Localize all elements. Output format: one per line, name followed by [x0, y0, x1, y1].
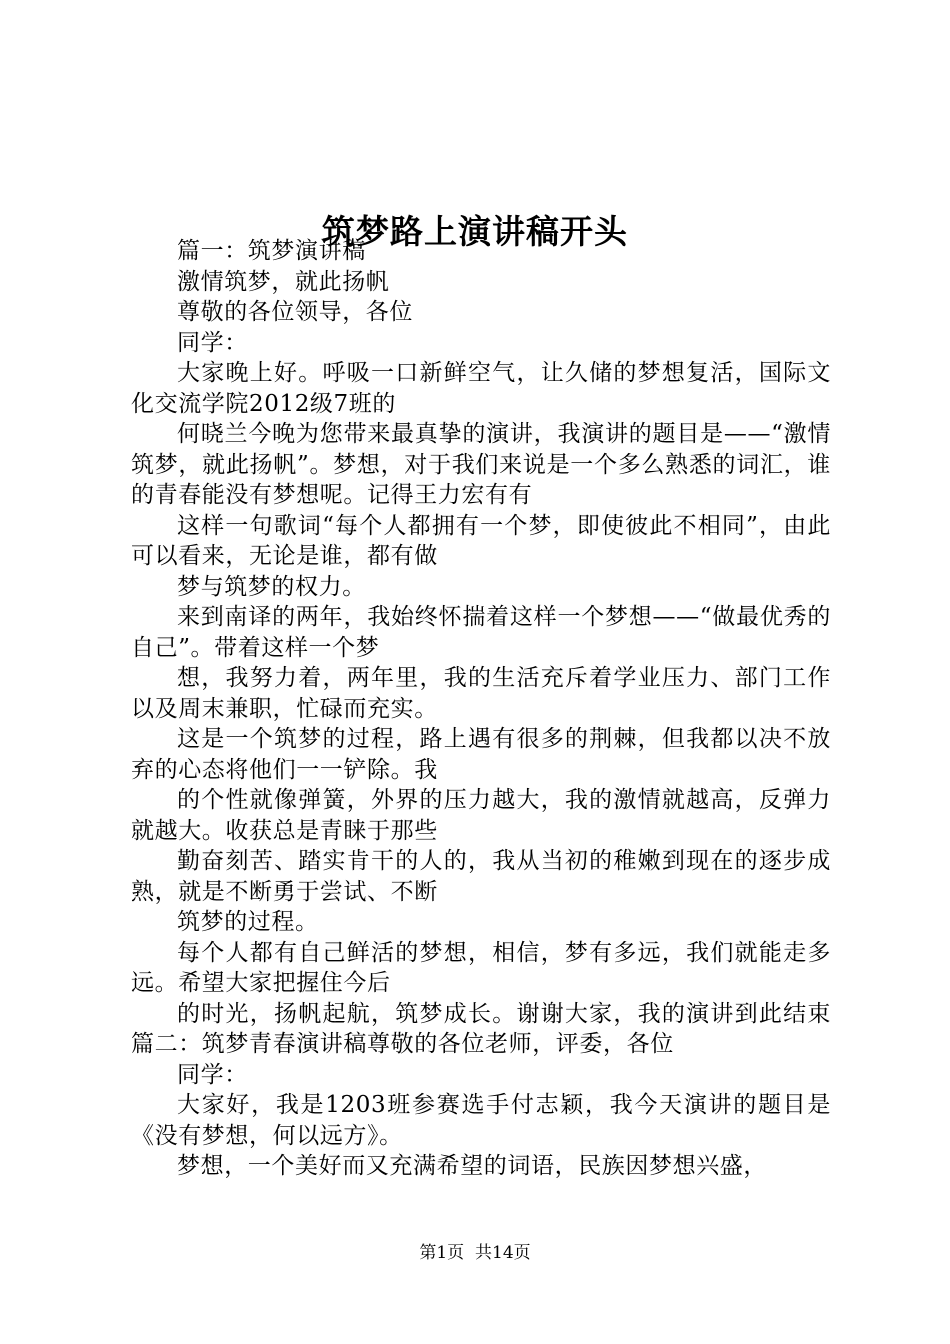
paragraph: 想，我努力着，两年里，我的生活充斥着学业压力、部门工作以及周末兼职，忙碌而充实。: [131, 665, 831, 722]
document-body: [131, 236, 831, 1182]
paragraph: 筑梦的过程。: [177, 909, 319, 935]
paragraph: 每个人都有自己鲜活的梦想，相信，梦有多远，我们就能走多远。希望大家把握住今后: [131, 939, 831, 996]
paragraph: 大家晚上好。呼吸一口新鲜空气，让久储的梦想复活，国际文化交流学院2012级7班的: [131, 360, 831, 417]
paragraph: 何晓兰今晚为您带来最真挚的演讲，我演讲的题目是——“激情筑梦，就此扬帆”。梦想，对于我们来说是一个多么熟悉的词汇，谁的青春能没有梦想呢。记得王力宏有有: [131, 421, 831, 508]
paragraph: 这样一句歌词“每个人都拥有一个梦，即使彼此不相同”，由此可以看来，无论是谁，都有做: [131, 512, 831, 569]
paragraph: 勤奋刻苦、踏实肯干的人的，我从当初的稚嫩到现在的逐步成熟，就是不断勇于尝试、不断: [131, 848, 831, 905]
paragraph: 梦与筑梦的权力。: [177, 573, 366, 600]
paragraph: 篇一：筑梦演讲稿: [177, 238, 366, 264]
paragraph: 尊敬的各位领导，各位: [177, 299, 413, 325]
paragraph: 梦想，一个美好而又充满希望的词语，民族因梦想兴盛，: [177, 1153, 767, 1179]
paragraph: 的个性就像弹簧，外界的压力越大，我的激情就越高，反弹力就越大。收获总是青睐于那些: [131, 787, 831, 844]
paragraph: 的时光，扬帆起航，筑梦成长。谢谢大家，我的演讲到此结束篇二：筑梦青春演讲稿尊敬的各位老师，评委，各位: [131, 1000, 831, 1057]
paragraph: 来到南译的两年，我始终怀揣着这样一个梦想——“做最优秀的自己”。带着这样一个梦: [131, 604, 831, 661]
page-footer: [0, 1241, 950, 1265]
paragraph: 同学：: [177, 1061, 248, 1088]
paragraph: 大家好，我是1203班参赛选手付志颖，我今天演讲的题目是《没有梦想，何以远方》。: [131, 1092, 831, 1149]
paragraph: 这是一个筑梦的过程，路上遇有很多的荆棘，但我都以决不放弃的心态将他们一一铲除。我: [131, 726, 831, 783]
document-title: 筑梦路上演讲稿开头: [322, 212, 628, 252]
page-total: 共14页: [475, 1243, 531, 1263]
paragraph: 同学：: [177, 329, 248, 356]
paragraph: 激情筑梦，就此扬帆: [177, 268, 390, 295]
page-number: 第1页: [419, 1243, 465, 1263]
